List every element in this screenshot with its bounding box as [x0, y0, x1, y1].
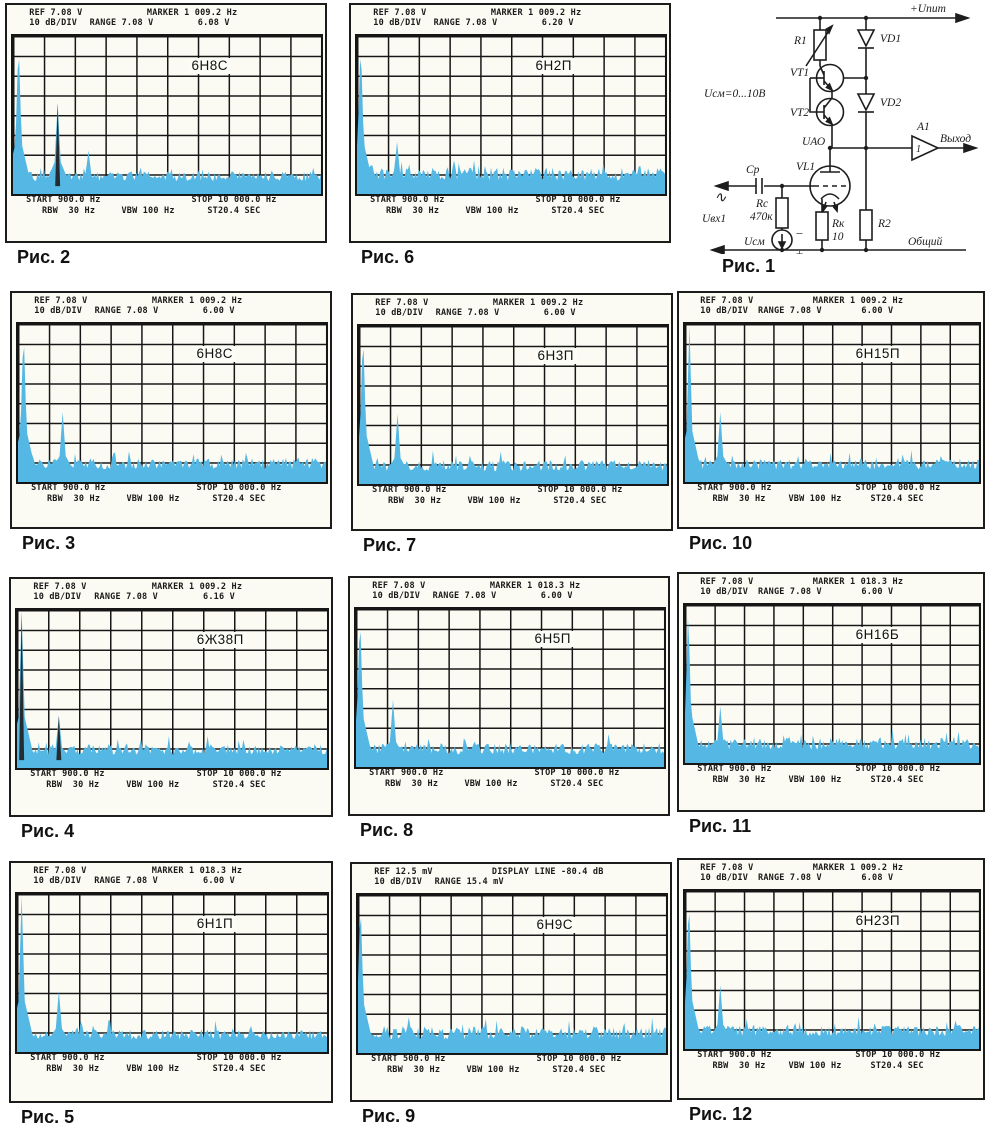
schematic-vd2-label: VD2 — [880, 97, 902, 109]
tube-type-label: 6Н23П — [853, 913, 903, 929]
spectrum-panel-6Н15П — [677, 291, 985, 565]
vbw-readout: VBW 100 Hz — [466, 1065, 520, 1075]
figure-caption: Рис. 6 — [361, 247, 415, 267]
schematic-vl1-label: VL1 — [796, 161, 816, 173]
analyzer-header — [351, 5, 669, 33]
test-circuit-schematic — [698, 2, 988, 282]
analyzer-header — [679, 574, 983, 602]
marker-level-readout: 6.00 V — [203, 876, 235, 886]
vbw-readout: VBW 100 Hz — [126, 780, 180, 790]
range-readout: RANGE 7.08 V — [758, 306, 822, 316]
range-readout: RANGE 7.08 V — [433, 18, 498, 28]
rbw-readout: RBW 30 Hz — [712, 1061, 766, 1071]
noise-and-harmonics-trace — [357, 59, 665, 194]
rbw-readout: RBW 30 Hz — [387, 496, 442, 506]
spectrum-trace — [356, 609, 664, 767]
rbw-readout: RBW 30 Hz — [712, 494, 766, 504]
tube-type-label: 6Н15П — [853, 346, 903, 362]
spectrum-trace — [685, 324, 979, 482]
start-frequency-readout: START 900.0 Hz — [697, 764, 772, 774]
stop-frequency-readout: STOP 10 000.0 Hz — [855, 764, 941, 774]
noise-and-harmonics-trace — [685, 914, 979, 1049]
stop-frequency-readout: STOP 10 000.0 Hz — [537, 485, 623, 495]
graticule-grid — [357, 324, 669, 486]
analyzer-screen-frame — [350, 862, 672, 1102]
schematic-rk-value: 10 — [832, 231, 844, 243]
spectrum-panel-6Н5П — [348, 576, 670, 852]
graticule-grid — [356, 893, 668, 1055]
noise-and-harmonics-trace — [685, 326, 979, 482]
analyzer-header — [11, 579, 331, 607]
schematic-output-label: Выход — [940, 133, 972, 145]
analyzer-header — [11, 863, 331, 891]
scale-per-div-readout: 10 dB/DIV — [33, 876, 82, 886]
rbw-readout: RBW 30 Hz — [384, 779, 439, 789]
graticule-grid — [15, 892, 329, 1054]
ref-level-readout: REF 7.08 V — [33, 866, 87, 876]
start-frequency-readout: START 900.0 Hz — [370, 195, 445, 205]
marker-frequency-readout: DISPLAY LINE -80.4 dB — [491, 867, 604, 877]
range-readout: RANGE 7.08 V — [435, 308, 500, 318]
vbw-readout: VBW 100 Hz — [788, 1061, 842, 1071]
marker-level-readout: 6.00 V — [861, 306, 894, 316]
graticule-grid — [16, 322, 328, 484]
figure-caption: Рис. 2 — [17, 247, 71, 267]
analyzer-screen-frame — [677, 572, 985, 812]
schematic-bias-range-label: Uсм=0...10В — [704, 88, 766, 100]
sweep-time-readout: ST20.4 SEC — [207, 206, 261, 216]
start-frequency-readout: START 900.0 Hz — [697, 1050, 772, 1060]
figure-caption: Рис. 5 — [21, 1107, 75, 1127]
range-readout: RANGE 7.08 V — [432, 591, 497, 601]
vbw-readout: VBW 100 Hz — [121, 206, 175, 216]
noise-and-harmonics-trace — [17, 612, 327, 768]
scale-per-div-readout: 10 dB/DIV — [700, 306, 749, 316]
sweep-time-readout: ST20.4 SEC — [553, 496, 607, 506]
analyzer-header — [353, 295, 671, 323]
schematic-rc-label: Rс — [756, 198, 769, 210]
sweep-time-readout: ST20.4 SEC — [870, 1061, 924, 1071]
figure-caption: Рис. 10 — [689, 533, 753, 553]
schematic-plus-sign: + — [795, 246, 804, 254]
graticule-grid — [683, 603, 981, 765]
spectrum-trace — [359, 326, 667, 484]
ref-level-readout: REF 7.08 V — [33, 582, 87, 592]
noise-and-harmonics-trace — [358, 918, 666, 1053]
tube-type-label: 6Ж38П — [194, 632, 247, 648]
stop-frequency-readout: STOP 10 000.0 Hz — [535, 195, 621, 205]
analyzer-screen-frame — [10, 291, 332, 529]
sweep-time-readout: ST20.4 SEC — [552, 1065, 606, 1075]
vbw-readout: VBW 100 Hz — [788, 775, 842, 785]
scale-per-div-readout: 10 dB/DIV — [29, 18, 78, 28]
vbw-readout: VBW 100 Hz — [464, 779, 518, 789]
noise-and-harmonics-trace — [18, 347, 326, 482]
analyzer-header — [12, 293, 330, 321]
spectrum-panel-6Н16Б — [677, 572, 985, 848]
ref-level-readout: REF 7.08 V — [700, 296, 754, 306]
start-frequency-readout: START 900.0 Hz — [26, 195, 101, 205]
spectrum-panel-6Н8С — [10, 291, 332, 565]
analyzer-header — [350, 578, 668, 606]
figure-caption: Рис. 12 — [689, 1104, 753, 1124]
marker-level-readout: 6.08 V — [861, 873, 894, 883]
stop-frequency-readout: STOP 10 000.0 Hz — [196, 769, 282, 779]
ref-level-readout: REF 7.08 V — [373, 8, 427, 18]
schematic-r1-label: R1 — [794, 35, 807, 47]
marker-level-readout: 6.00 V — [543, 308, 576, 318]
spectrum-trace — [685, 605, 979, 763]
schematic-a1-gain: 1 — [916, 144, 921, 155]
analyzer-header — [679, 860, 983, 888]
marker-level-readout: 6.00 V — [540, 591, 573, 601]
schematic-ground-label: Общий — [908, 236, 943, 248]
marker-frequency-readout: MARKER 1 018.3 Hz — [489, 581, 581, 591]
scale-per-div-readout: 10 dB/DIV — [374, 877, 423, 887]
noise-and-harmonics-trace — [17, 896, 327, 1052]
scale-per-div-readout: 10 dB/DIV — [700, 587, 749, 597]
vbw-readout: VBW 100 Hz — [465, 206, 519, 216]
ref-level-readout: REF 12.5 mV — [374, 867, 433, 877]
range-readout: RANGE 7.08 V — [89, 18, 154, 28]
analyzer-screen-frame — [349, 3, 671, 243]
start-frequency-readout: START 900.0 Hz — [372, 485, 447, 495]
graticule-grid — [15, 608, 329, 770]
analyzer-screen-frame — [351, 293, 673, 531]
range-readout: RANGE 7.08 V — [94, 876, 158, 886]
sweep-time-readout: ST20.4 SEC — [212, 780, 266, 790]
rbw-readout: RBW 30 Hz — [712, 775, 766, 785]
schematic-vt2-label: VT2 — [790, 107, 810, 119]
marker-level-readout: 6.00 V — [861, 587, 894, 597]
ref-level-readout: REF 7.08 V — [372, 581, 426, 591]
stop-frequency-readout: STOP 10 000.0 Hz — [196, 1053, 282, 1063]
marker-level-readout: 6.20 V — [541, 18, 574, 28]
spectrum-panel-6Н8С — [5, 3, 327, 279]
noise-and-harmonics-trace — [685, 618, 979, 763]
sweep-time-readout: ST20.4 SEC — [551, 206, 605, 216]
schematic-input-label: Uвх1 — [702, 213, 727, 225]
start-frequency-readout: START 900.0 Hz — [30, 769, 105, 779]
tube-type-label: 6Н1П — [194, 916, 236, 932]
scale-per-div-readout: 10 dB/DIV — [375, 308, 424, 318]
noise-and-harmonics-trace — [356, 632, 664, 767]
vbw-readout: VBW 100 Hz — [788, 494, 842, 504]
tube-type-label: 6Н9С — [534, 917, 577, 933]
schematic-anode-node-label: UАО — [802, 136, 826, 148]
figure-caption: Рис. 1 — [722, 256, 776, 276]
schematic-a1-label: A1 — [917, 121, 930, 133]
analyzer-screen-frame — [9, 577, 333, 817]
vbw-readout: VBW 100 Hz — [126, 1064, 180, 1074]
marker-frequency-readout: MARKER 1 009.2 Hz — [151, 296, 243, 306]
ref-level-readout: REF 7.08 V — [700, 577, 754, 587]
analyzer-header — [352, 864, 670, 892]
rbw-readout: RBW 30 Hz — [46, 1064, 100, 1074]
scale-per-div-readout: 10 dB/DIV — [700, 873, 749, 883]
schematic-bias-source-label: Uсм — [744, 236, 765, 248]
figure-caption: Рис. 11 — [689, 816, 752, 836]
analyzer-screen-frame — [9, 861, 333, 1103]
sweep-time-readout: ST20.4 SEC — [870, 775, 924, 785]
graticule-grid — [11, 34, 323, 196]
graticule-grid — [683, 889, 981, 1051]
spectrum-trace — [17, 894, 327, 1052]
stop-frequency-readout: STOP 10 000.0 Hz — [196, 483, 282, 493]
marker-frequency-readout: MARKER 1 009.2 Hz — [812, 863, 904, 873]
figure-caption: Рис. 7 — [363, 535, 417, 555]
graticule-grid — [683, 322, 981, 484]
rbw-readout: RBW 30 Hz — [385, 206, 440, 216]
spectrum-trace — [13, 36, 321, 194]
range-readout: RANGE 7.08 V — [94, 306, 159, 316]
spectrum-panel-6Н1П — [9, 861, 333, 1139]
range-readout: RANGE 7.08 V — [758, 587, 822, 597]
spectrum-trace — [685, 891, 979, 1049]
marker-frequency-readout: MARKER 1 009.2 Hz — [492, 298, 584, 308]
noise-and-harmonics-trace — [359, 349, 667, 484]
schematic-cap-label: Cр — [746, 164, 760, 176]
vbw-readout: VBW 100 Hz — [467, 496, 521, 506]
stop-frequency-readout: STOP 10 000.0 Hz — [534, 768, 620, 778]
tube-type-label: 6Н5П — [532, 631, 574, 647]
schematic-vt1-label: VT1 — [790, 67, 810, 79]
ref-level-readout: REF 7.08 V — [34, 296, 88, 306]
marker-level-readout: 6.08 V — [197, 18, 230, 28]
marker-frequency-readout: MARKER 1 009.2 Hz — [490, 8, 582, 18]
marker-frequency-readout: MARKER 1 018.3 Hz — [812, 577, 904, 587]
scale-per-div-readout: 10 dB/DIV — [372, 591, 421, 601]
sweep-time-readout: ST20.4 SEC — [550, 779, 604, 789]
spectrum-trace — [358, 895, 666, 1053]
spectrum-panel-6Ж38П — [9, 577, 333, 853]
scale-per-div-readout: 10 dB/DIV — [34, 306, 83, 316]
analyzer-screen-frame — [677, 291, 985, 529]
start-frequency-readout: START 500.0 Hz — [371, 1054, 446, 1064]
stop-frequency-readout: STOP 10 000.0 Hz — [855, 483, 941, 493]
range-readout: RANGE 15.4 mV — [434, 877, 504, 887]
analyzer-screen-frame — [677, 858, 985, 1100]
figure-caption: Рис. 8 — [360, 820, 414, 840]
schematic-minus-sign: − — [795, 226, 804, 241]
ref-level-readout: REF 7.08 V — [29, 8, 83, 18]
spectrum-panel-6Н2П — [349, 3, 671, 279]
start-frequency-readout: START 900.0 Hz — [31, 483, 106, 493]
ref-level-readout: REF 7.08 V — [700, 863, 754, 873]
spectrum-panel-6Н23П — [677, 858, 985, 1136]
start-frequency-readout: START 900.0 Hz — [30, 1053, 105, 1063]
analyzer-header — [679, 293, 983, 321]
schematic-rk-label: Rк — [832, 218, 845, 230]
stop-frequency-readout: STOP 10 000.0 Hz — [536, 1054, 622, 1064]
analyzer-screen-frame — [5, 3, 327, 243]
rbw-readout: RBW 30 Hz — [386, 1065, 441, 1075]
start-frequency-readout: START 900.0 Hz — [697, 483, 772, 493]
spectrum-panel-6Н9С — [350, 862, 672, 1138]
schematic-vd1-label: VD1 — [880, 33, 902, 45]
sweep-time-readout: ST20.4 SEC — [212, 1064, 266, 1074]
figure-caption: Рис. 4 — [21, 821, 75, 841]
spectrum-trace — [357, 36, 665, 194]
rbw-readout: RBW 30 Hz — [46, 494, 101, 504]
analyzer-screen-frame — [348, 576, 670, 816]
schematic-rc-value: 470к — [750, 211, 773, 223]
tube-type-label: 6Н8С — [189, 58, 232, 74]
graticule-grid — [354, 607, 666, 769]
range-readout: RANGE 7.08 V — [94, 592, 158, 602]
scale-per-div-readout: 10 dB/DIV — [33, 592, 82, 602]
figure-caption: Рис. 9 — [362, 1106, 416, 1126]
analyzer-header — [7, 5, 325, 33]
ref-level-readout: REF 7.08 V — [375, 298, 429, 308]
tube-type-label: 6Н8С — [194, 346, 237, 362]
schematic-power-label: +Uпит — [910, 3, 946, 15]
sweep-time-readout: ST20.4 SEC — [870, 494, 924, 504]
spectrum-trace — [17, 610, 327, 768]
marker-frequency-readout: MARKER 1 009.2 Hz — [812, 296, 904, 306]
graticule-grid — [355, 34, 667, 196]
tube-type-label: 6Н16Б — [853, 627, 903, 643]
start-frequency-readout: START 900.0 Hz — [369, 768, 444, 778]
marker-level-readout: 6.00 V — [202, 306, 235, 316]
scale-per-div-readout: 10 dB/DIV — [373, 18, 422, 28]
schematic-input-wave-icon: ∿ — [714, 190, 727, 206]
schematic-drawing — [698, 2, 988, 254]
marker-frequency-readout: MARKER 1 018.3 Hz — [151, 866, 243, 876]
schematic-r2-label: R2 — [878, 218, 891, 230]
vbw-readout: VBW 100 Hz — [126, 494, 180, 504]
spectrum-trace — [18, 324, 326, 482]
range-readout: RANGE 7.08 V — [758, 873, 822, 883]
tube-type-label: 6Н2П — [533, 58, 575, 74]
stop-frequency-readout: STOP 10 000.0 Hz — [191, 195, 277, 205]
marker-level-readout: 6.16 V — [203, 592, 235, 602]
tube-type-label: 6Н3П — [535, 348, 577, 364]
figure-caption: Рис. 3 — [22, 533, 76, 553]
rbw-readout: RBW 30 Hz — [46, 780, 100, 790]
sweep-time-readout: ST20.4 SEC — [212, 494, 266, 504]
stop-frequency-readout: STOP 10 000.0 Hz — [855, 1050, 941, 1060]
marker-frequency-readout: MARKER 1 009.2 Hz — [151, 582, 243, 592]
marker-frequency-readout: MARKER 1 009.2 Hz — [146, 8, 238, 18]
spectrum-panel-6Н3П — [351, 293, 673, 567]
rbw-readout: RBW 30 Hz — [41, 206, 96, 216]
